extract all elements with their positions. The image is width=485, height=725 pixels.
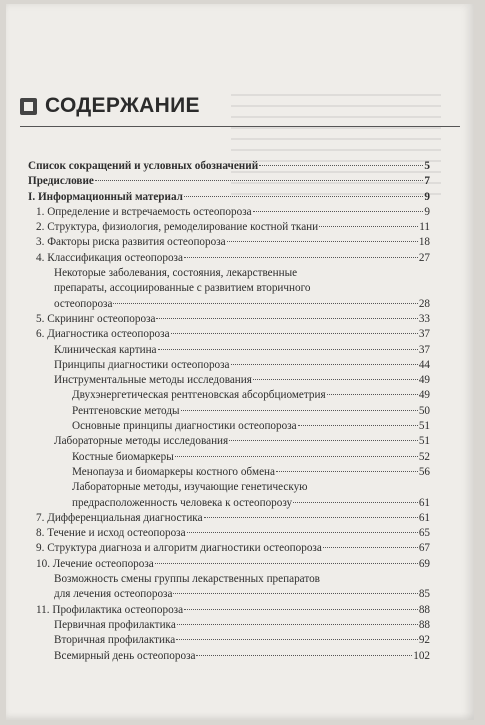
toc-entry-page: 51 <box>418 420 430 433</box>
toc-entry-page: 56 <box>418 465 430 478</box>
dot-leader <box>253 211 424 212</box>
dot-leader <box>113 303 417 304</box>
page-title: СОДЕРЖАНИЕ <box>45 94 200 117</box>
toc-entry-page: 5 <box>424 160 430 172</box>
dot-leader <box>173 593 417 594</box>
toc-entry <box>28 343 430 358</box>
toc-entry-label: Костные биомаркеры <box>72 450 174 463</box>
toc-entry-page: 50 <box>418 404 430 417</box>
toc-entry-label: Двухэнергетическая рентгеновская абсорбциометрия <box>72 389 326 402</box>
toc-entry-page: 49 <box>418 374 430 387</box>
toc-entry-label: 11. Профилактика остеопороза <box>36 603 184 616</box>
toc-entry-label: 5. Скрининг остеопороза <box>36 312 156 325</box>
toc-entry-label: 9. Структура диагноза и алгоритм диагностики остеопороза <box>36 542 322 555</box>
toc-entry-page: 92 <box>418 634 430 647</box>
dot-leader <box>227 241 418 242</box>
toc-entry <box>28 557 430 572</box>
toc-entry <box>28 511 430 526</box>
dot-leader <box>184 257 418 258</box>
toc-entry-label: Лабораторные методы исследования <box>54 435 229 448</box>
toc-entry-label: Первичная профилактика <box>54 618 176 631</box>
toc-entry-page: 49 <box>418 389 430 402</box>
toc-entry <box>28 190 430 205</box>
toc-entry <box>28 297 430 312</box>
toc-entry-page: 7 <box>424 175 430 188</box>
dot-leader <box>184 196 423 197</box>
toc-entry-label: остеопороза <box>54 297 113 310</box>
dot-leader <box>95 180 424 181</box>
dot-leader <box>156 318 417 319</box>
toc-entry-label: Основные принципы диагностики остеопороза <box>72 420 297 433</box>
square-bullet-icon <box>20 98 37 115</box>
toc-entry-page: 88 <box>418 618 430 631</box>
toc-entry <box>28 541 430 556</box>
toc-entry-page: 33 <box>418 312 430 325</box>
toc-entry <box>28 220 430 235</box>
toc-entry-page: 52 <box>418 450 430 463</box>
dot-leader <box>187 532 418 533</box>
toc-entry-label: Вторичная профилактика <box>54 634 176 647</box>
dot-leader <box>323 547 418 548</box>
toc-entry-label: I. Информационный материал <box>28 190 183 203</box>
toc-entry-label: 1. Определение и встречаемость остеопороза <box>36 205 252 218</box>
toc-entry <box>28 496 430 511</box>
toc-entry <box>28 235 430 250</box>
dot-leader <box>177 624 418 625</box>
toc-entry-page: 85 <box>418 588 430 601</box>
toc-entry-page: 28 <box>418 297 430 310</box>
toc-entry <box>28 373 430 388</box>
dot-leader <box>181 410 418 411</box>
dot-leader <box>276 471 418 472</box>
toc-entry-page: 9 <box>424 205 430 218</box>
toc-entry-page: 44 <box>418 358 430 371</box>
toc-entry-page: 27 <box>418 251 430 264</box>
toc-entry <box>28 251 430 266</box>
dot-leader <box>327 394 418 395</box>
dot-leader <box>319 226 418 227</box>
toc-entry-page: 69 <box>418 557 430 570</box>
toc-entry-page: 88 <box>418 603 430 616</box>
book-page <box>6 4 474 720</box>
toc-entry-label: 6. Диагностика остеопороза <box>36 328 170 341</box>
toc-entry-page: 61 <box>418 511 430 524</box>
toc-entry-label: Лабораторные методы, изучающие генетическую <box>72 481 308 494</box>
toc-entry-page: 9 <box>424 190 430 203</box>
toc-entry <box>28 404 430 419</box>
dot-leader <box>259 165 423 166</box>
toc-entry <box>28 281 430 296</box>
toc-entry-page: 65 <box>418 527 430 540</box>
toc-entry-label: Клиническая картина <box>54 343 157 356</box>
toc-entry <box>28 266 430 281</box>
toc-entry <box>28 618 430 633</box>
toc-entry <box>28 450 430 465</box>
dot-leader <box>293 502 418 503</box>
toc-entry <box>28 159 430 174</box>
toc-entry-page: 11 <box>419 221 430 234</box>
toc-entry <box>28 419 430 434</box>
toc-entry <box>28 388 430 403</box>
toc-entry-label: 7. Дифференциальная диагностика <box>36 511 203 524</box>
dot-leader <box>229 440 418 441</box>
toc-entry-label: 4. Классификация остеопороза <box>36 251 183 264</box>
toc-entry-label: Принципы диагностики остеопороза <box>54 358 230 371</box>
toc-entry <box>28 358 430 373</box>
toc-entry-label: 3. Факторы риска развития остеопороза <box>36 236 226 249</box>
toc-entry-label: Инструментальные методы исследования <box>54 374 252 387</box>
dot-leader <box>155 563 418 564</box>
toc-entry-page: 67 <box>418 542 430 555</box>
dot-leader <box>175 456 418 457</box>
toc-entry-label: Список сокращений и условных обозначений <box>28 160 259 172</box>
toc-entry <box>28 174 430 189</box>
toc-entry-label: предрасположенность человека к остеопорозу <box>72 496 293 509</box>
toc-entry-page: 61 <box>418 496 430 509</box>
toc-entry-label: препараты, ассоциированные с развитием вторичного <box>54 282 311 295</box>
dot-leader <box>184 609 418 610</box>
toc-entry-label: Рентгеновские методы <box>72 404 180 417</box>
toc-entry-page: 18 <box>418 236 430 249</box>
toc-entry <box>28 312 430 327</box>
dot-leader <box>196 655 412 656</box>
dot-leader <box>204 517 418 518</box>
toc-entry-page: 102 <box>413 649 430 662</box>
toc-entry <box>28 603 430 618</box>
dot-leader <box>171 333 418 334</box>
toc-entry-label: Менопауза и биомаркеры костного обмена <box>72 465 275 478</box>
toc-entry-page: 37 <box>418 328 430 341</box>
dot-leader <box>253 379 418 380</box>
toc-entry <box>28 649 430 664</box>
dot-leader <box>298 425 418 426</box>
toc-entry <box>28 526 430 541</box>
toc-entry <box>28 480 430 495</box>
toc-entry-label: Некоторые заболевания, состояния, лекарственные <box>54 267 298 280</box>
dot-leader <box>176 639 418 640</box>
toc-entry-label: Всемирный день остеопороза <box>54 649 196 662</box>
toc-entry-label: Предисловие <box>28 175 94 188</box>
toc-entry <box>28 205 430 220</box>
toc-entry <box>28 572 430 587</box>
toc-entry <box>28 327 430 342</box>
toc-entry-label: 2. Структура, физиология, ремоделирование костной ткани <box>36 221 319 234</box>
heading <box>20 94 200 118</box>
toc-entry <box>28 434 430 449</box>
toc-entry-label: для лечения остеопороза <box>54 588 173 601</box>
toc-entry-label: 8. Течение и исход остеопороза <box>36 527 186 540</box>
heading-rule <box>20 126 460 127</box>
toc-entry <box>28 465 430 480</box>
toc-entry <box>28 587 430 602</box>
dot-leader <box>158 349 418 350</box>
table-of-contents <box>28 159 430 664</box>
toc-entry-page: 37 <box>418 343 430 356</box>
toc-entry-page: 51 <box>418 435 430 448</box>
dot-leader <box>231 364 418 365</box>
toc-entry-label: 10. Лечение остеопороза <box>36 557 154 570</box>
toc-entry-label: Возможность смены группы лекарственных препаратов <box>54 573 320 586</box>
toc-entry <box>28 633 430 648</box>
